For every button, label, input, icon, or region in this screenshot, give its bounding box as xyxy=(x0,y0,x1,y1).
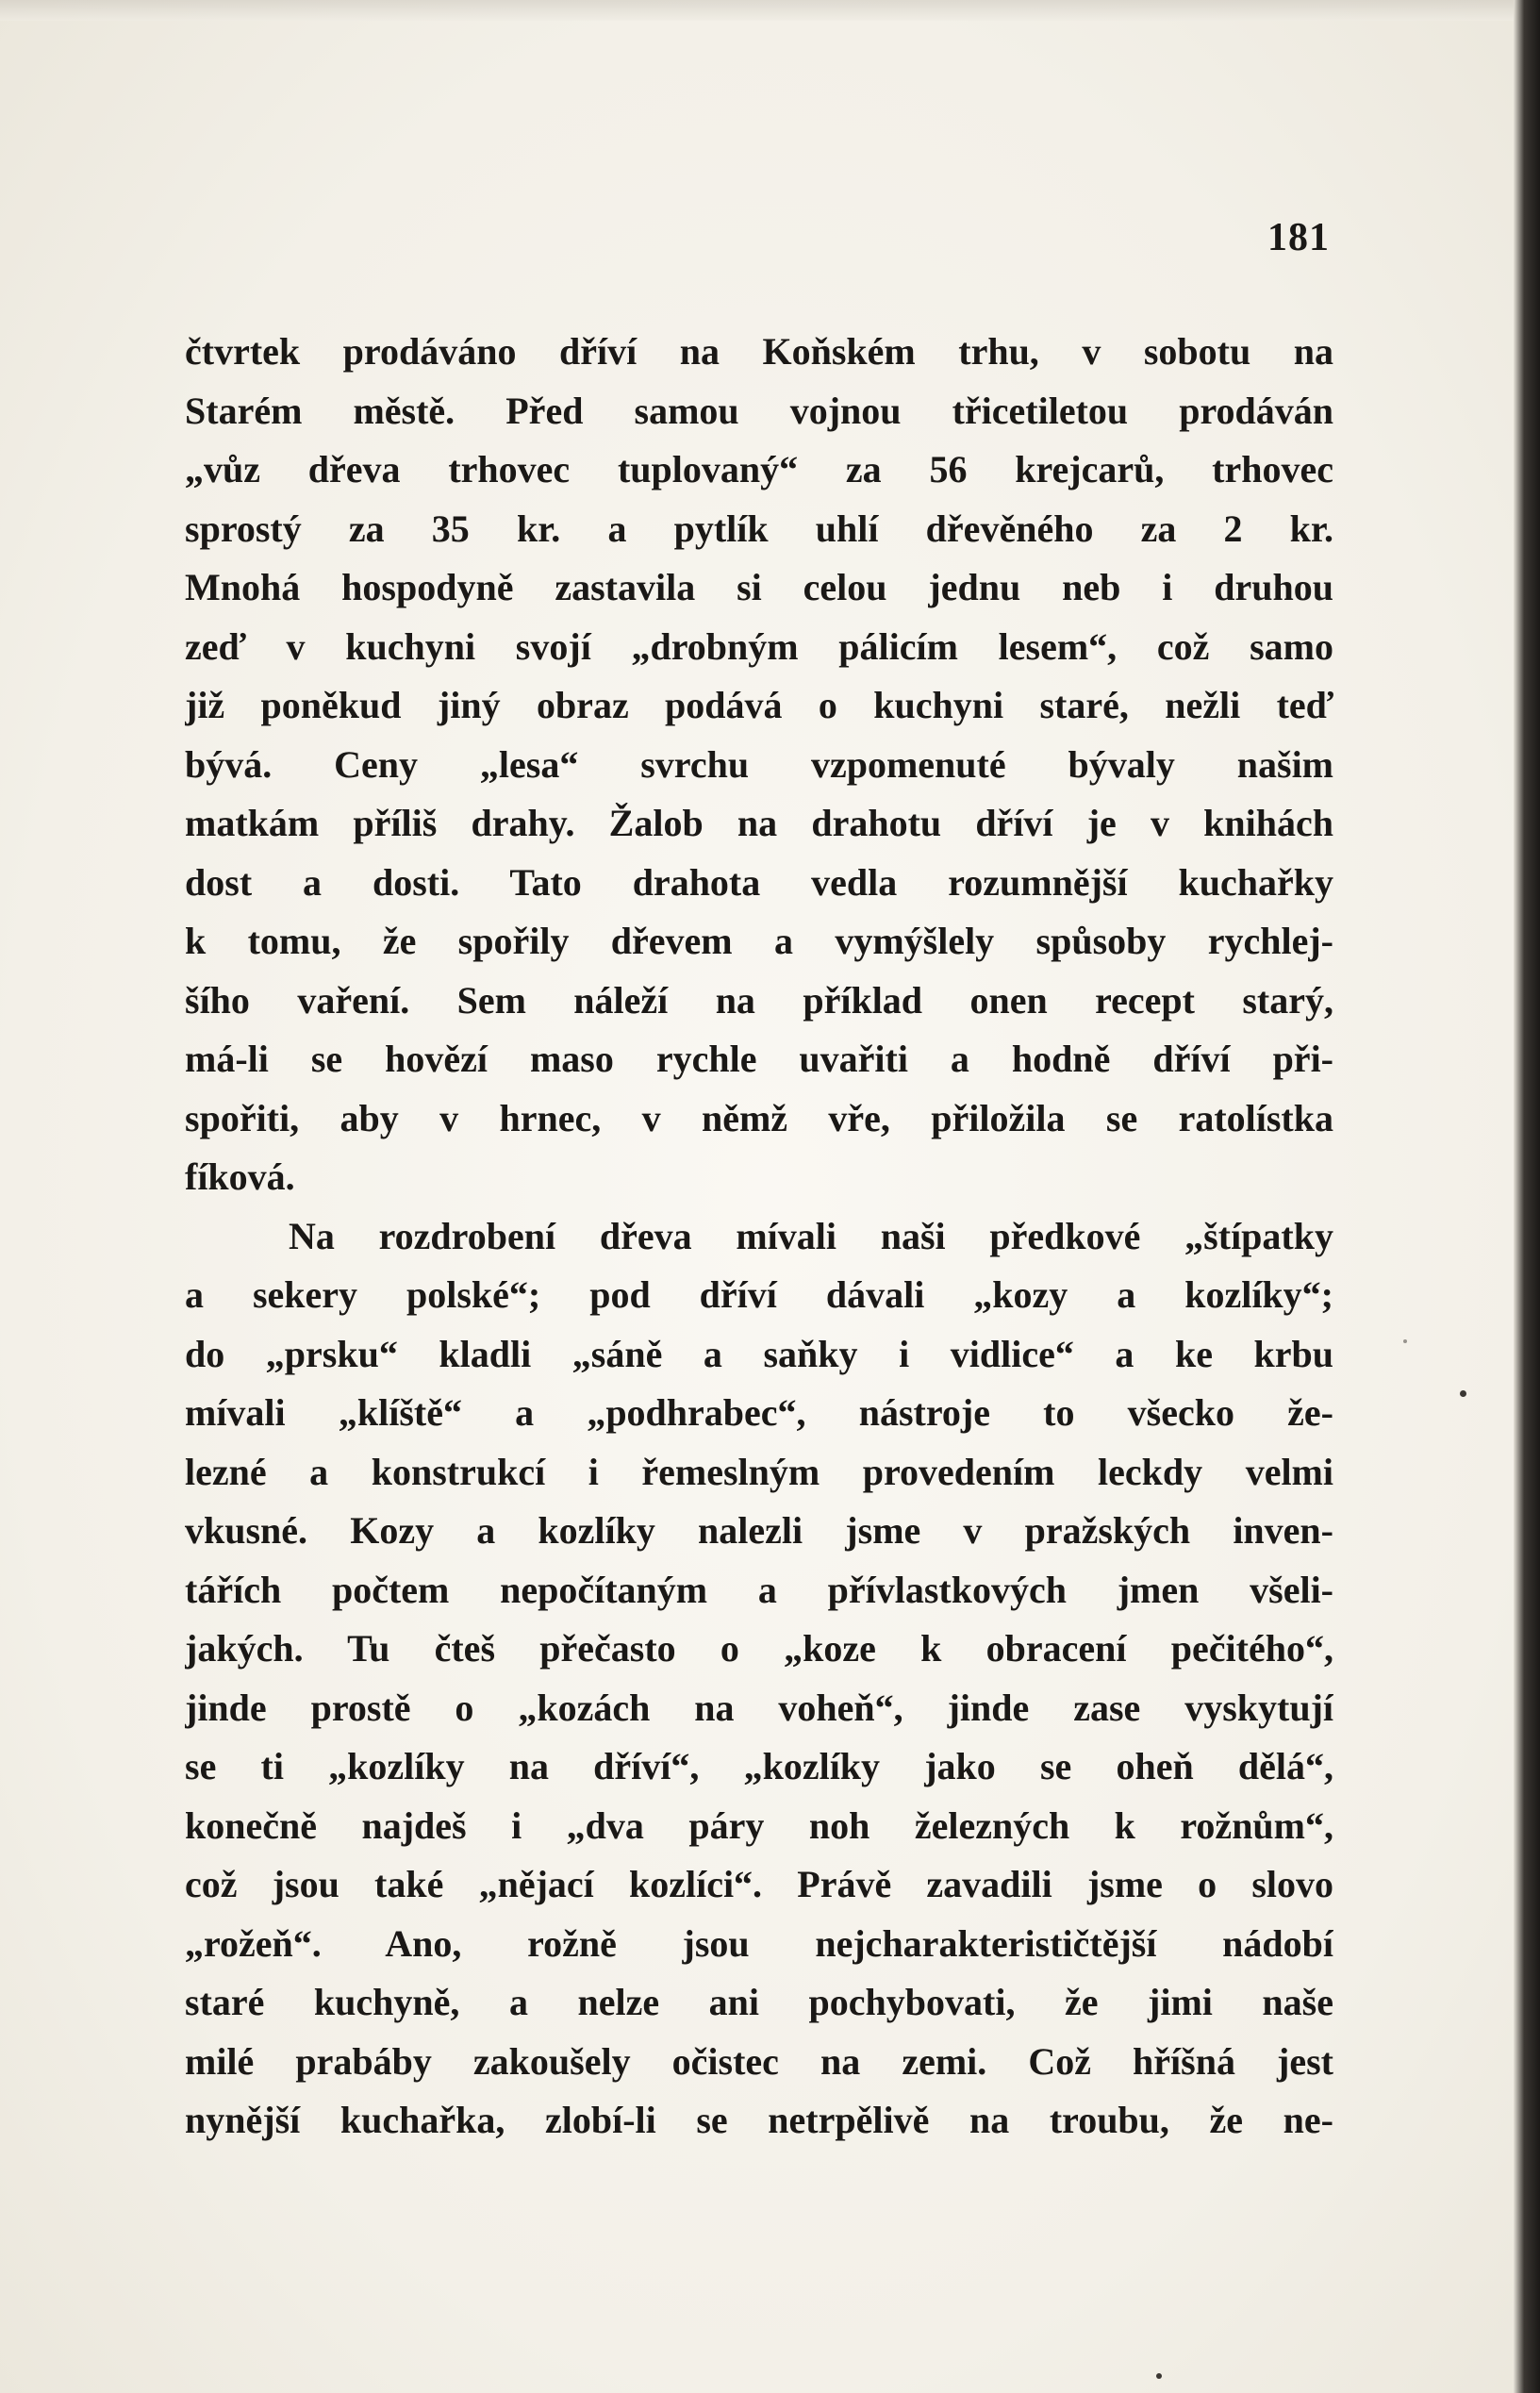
text-line: tářích počtem nepočítaným a přívlastkových jmen všeli- xyxy=(185,1568,1333,1611)
print-speck xyxy=(1156,2373,1162,2379)
text-line: do „prsku“ kladli „sáně a saňky i vidlice“ a ke krbu xyxy=(185,1332,1333,1375)
text-line: čtvrtek prodáváno dříví na Koňském trhu, v sobotu na xyxy=(185,330,1333,373)
text-line: matkám příliš drahy. Žalob na drahotu dříví je v knihách xyxy=(185,802,1333,844)
paragraph xyxy=(185,1207,1333,2151)
text-line: „vůz dřeva trhovec tuplovaný“ za 56 krejcarů, trhovec xyxy=(185,448,1333,490)
text-line: dost a dosti. Tato drahota vedla rozumnější kuchařky xyxy=(185,860,1333,904)
text-line: zeď v kuchyni svojí „drobným pálicím lesem“, což samo xyxy=(185,624,1333,668)
text-line: bývá. Ceny „lesa“ svrchu vzpomenuté bývaly našim xyxy=(185,742,1333,786)
text-line: spořiti, aby v hrnec, v němž vře, přiložila se ratolístka xyxy=(185,1096,1333,1139)
text-line: konečně najdeš i „dva páry noh železných k rožnům“, xyxy=(185,1803,1333,1847)
text-line: již poněkud jiný obraz podává o kuchyni staré, nežli teď xyxy=(185,684,1333,726)
text-line: k tomu, že spořily dřevem a vymýšlely spůsoby rychlej- xyxy=(185,920,1333,962)
print-speck xyxy=(1460,1390,1466,1397)
text-line: jinde prostě o „kozách na voheň“, jinde zase vyskytují xyxy=(185,1686,1333,1729)
page-number: 181 xyxy=(1267,216,1330,259)
page-right-edge xyxy=(1514,0,1540,2393)
text-line: sprostý za 35 kr. a pytlík uhlí dřevěného za 2 kr. xyxy=(185,507,1333,550)
text-line: lezné a konstrukcí i řemeslným provedením leckdy velmi xyxy=(185,1450,1333,1493)
text-line: což jsou také „nějací kozlíci“. Právě zavadili jsme o slovo xyxy=(185,1863,1333,1905)
text-line: má-li se hovězí maso rychle uvařiti a hodně dříví při- xyxy=(185,1038,1333,1080)
text-line: a sekery polské“; pod dříví dávali „kozy a kozlíky“; xyxy=(185,1273,1333,1316)
text-line: fíková. xyxy=(185,1155,295,1198)
text-line: šího vaření. Sem náleží na příklad onen recept starý, xyxy=(185,978,1333,1022)
text-line: nynější kuchařka, zlobí-li se netrpělivě na troubu, že ne- xyxy=(185,2099,1333,2141)
text-line: milé prabáby zakoušely očistec na zemi. Což hříšná jest xyxy=(185,2039,1333,2083)
text-line: „rožeň“. Ano, rožně jsou nejcharakterističtější nádobí xyxy=(185,1921,1333,1965)
page-top-shadow xyxy=(0,0,1540,21)
text-line: vkusné. Kozy a kozlíky nalezli jsme v pražských inven- xyxy=(185,1509,1333,1552)
text-line: Starém městě. Před samou vojnou třicetiletou prodáván xyxy=(185,389,1333,432)
body-text xyxy=(185,323,1333,2151)
text-line: mívali „klíště“ a „podhrabec“, nástroje to všecko že- xyxy=(185,1391,1333,1434)
text-line: Mnohá hospodyně zastavila si celou jednu neb i druhou xyxy=(185,566,1333,608)
text-line: jakých. Tu čteš přečasto o „koze k obracení pečitého“, xyxy=(185,1627,1333,1670)
paragraph xyxy=(185,323,1333,1207)
text-line: Na rozdrobení dřeva mívali naši předkové „štípatky xyxy=(289,1214,1333,1257)
text-line: se ti „kozlíky na dříví“, „kozlíky jako se oheň dělá“, xyxy=(185,1745,1333,1787)
text-line: staré kuchyně, a nelze ani pochybovati, že jimi naše xyxy=(185,1981,1333,2023)
print-speck xyxy=(1403,1339,1407,1343)
